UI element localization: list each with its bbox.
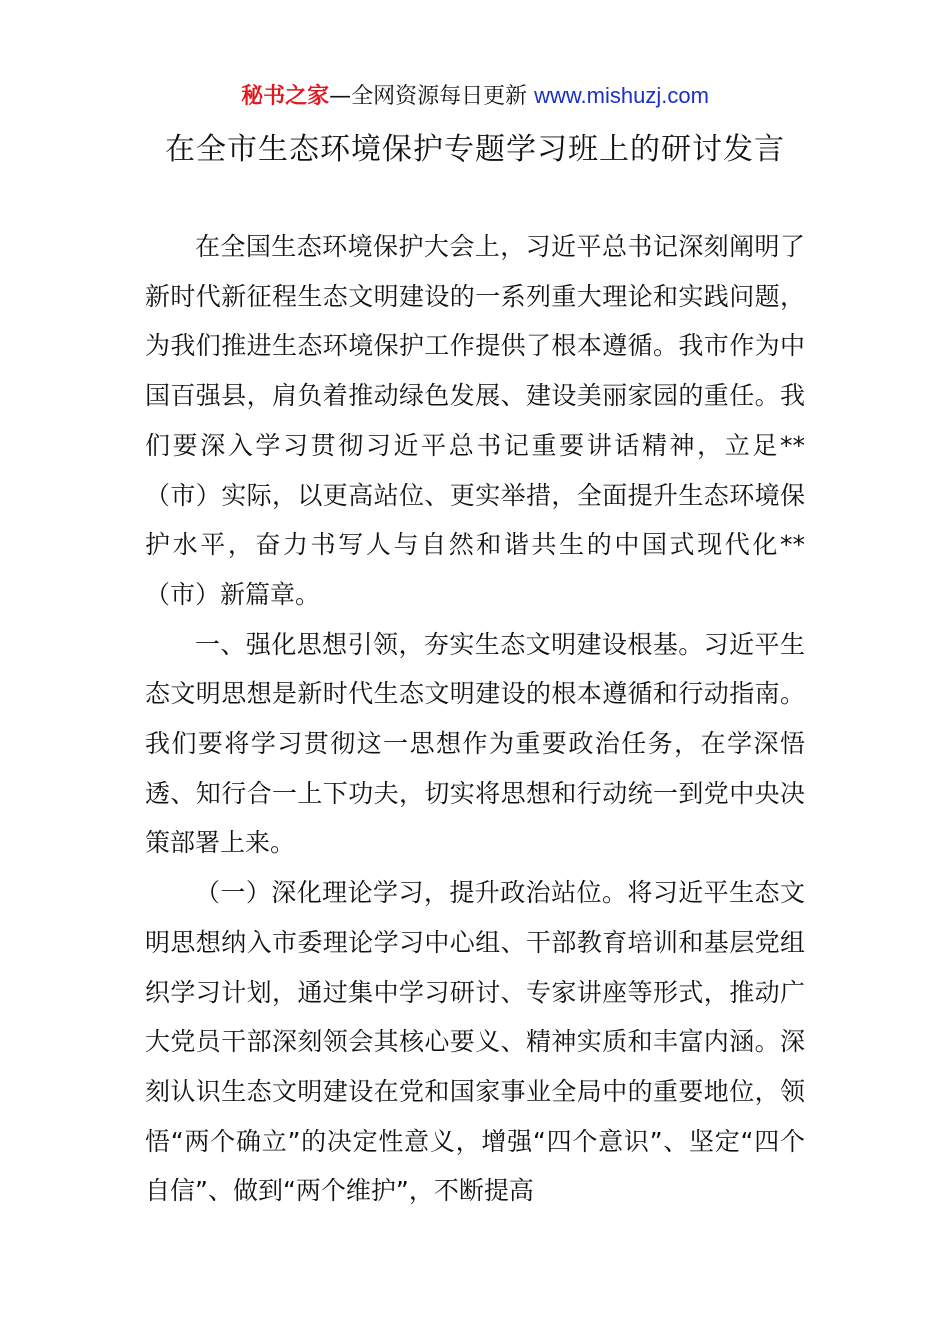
site-tagline: —全网资源每日更新 <box>329 84 535 109</box>
site-url-link[interactable]: www.mishuzj.com <box>534 83 709 108</box>
paragraph-section-one: 一、强化思想引领，夯实生态文明建设根基。习近平生态文明思想是新时代生态文明建设的根本遵循和行动指南。我们要将学习贯彻这一思想作为重要政治任务，在学深悟透、知行合一上下功夫，切实将思想和行动统一到党中央决策部署上来。 <box>145 629 805 858</box>
paragraph-subsection-one: （一）深化理论学习，提升政治站位。将习近平生态文明思想纳入市委理论学习中心组、干部教育培训和基层党组织学习计划，通过集中学习研讨、专家讲座等形式，推动广大党员干部深刻领会其核心要义、精神实质和丰富内涵。深刻认识生态文明建设在党和国家事业全局中的重要地位，领悟“两个确立”的决定性意义，增强“四个意识”、坚定“四个自信”、做到“两个维护”，不断提高 <box>145 878 805 1206</box>
paragraph-intro: 在全国生态环境保护大会上，习近平总书记深刻阐明了新时代新征程生态文明建设的一系列重大理论和实践问题，为我们推进生态环境保护工作提供了根本遵循。我市作为中国百强县，肩负着推动绿色发展、建设美丽家园的重任。我们要深入学习贯彻习近平总书记重要讲话精神，立足**（市）实际，以更高站位、更实举措，全面提升生态环境保护水平，奋力书写人与自然和谐共生的中国式现代化**（市）新篇章。 <box>145 232 805 609</box>
site-header <box>0 80 950 113</box>
document-body <box>145 222 805 1216</box>
document-title: 在全市生态环境保护专题学习班上的研讨发言 <box>165 132 785 167</box>
site-brand: 秘书之家 <box>241 84 330 109</box>
